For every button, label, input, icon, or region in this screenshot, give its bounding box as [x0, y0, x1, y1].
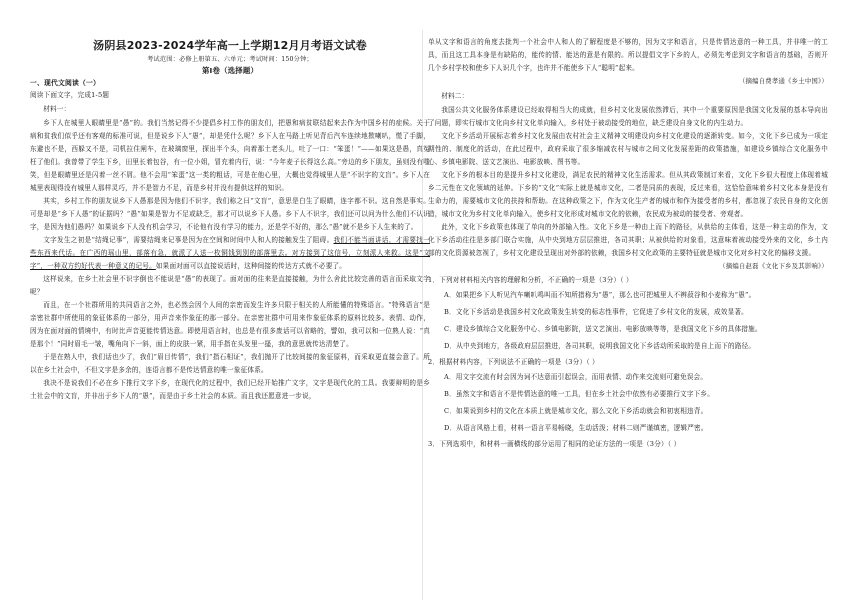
section-label: 一、现代文阅读（一）	[30, 79, 100, 87]
question-2: 2．根据材料内容，下列说法不正确的一项是（3分）（ ）	[428, 358, 599, 366]
part-label: 第Ⅰ卷（选择题）	[201, 66, 259, 75]
reading-instruction: 阅读下面文字，完成1-5题	[30, 91, 110, 99]
option-1a: A．如果把乡下人听见汽车喇叭鸣叫而不知所措称为“愚”，那么也可把城里人不辨菽谷和小麦称为“愚”。	[444, 291, 756, 299]
material-one-label: 材料一：	[43, 105, 71, 113]
paragraph: 文化下乡活动开展标志着乡村文化发展由农村社会主义精神文明建设向乡村文化建设的逐渐转变。如今，文化下乡已成为一项定期性的、制度化的活动，在此过程中，政府采取了很多缩减农村与城市之间文化发展差距的政策措施，如建设乡镇综合文化服务中心、乡镇电影院、送文艺演出、电影放映、图书等。	[428, 132, 828, 166]
question-3: 3．下列选项中，和材料一画横线的部分运用了相同的论证方法的一项是（3分）（ ）	[428, 440, 681, 448]
paragraph: 而且，在一个社群所用的共同语言之外，也必然会因个人间的亲密而发生许多只限于相关的人所能懂的特殊语言。“特殊语言”是亲密社群中所使用的象征体系的一部分，用声音来作象征的那一部分。在亲密社群中可用来作象征体系的原料比较多。表情、动作，因为在面对面的情境中，有时比声音更能传情达意。即使用语言时，也总是有很多废话可以省略的，譬如，我可以和一位熟人说：“真是那个！”同时眉毛一皱，嘴角向下一斜，面上的皮肤一紧，用手指在头发里一搔，我的意思就传达清楚了。	[30, 301, 430, 348]
question-1: 1．下列对材料相关内容的理解和分析，不正确的一项是（3分）（ ）	[428, 276, 633, 284]
paragraph: 此外，文化下乡政策也体现了单向的外部输入性。文化下乡是一种由上而下的路径，从供给的主体看，这是一种主动的作为，文化下乡活动往往是多部门联合实施，从中央到地方层层推进，各司其职；从被供给的对象看，这意味着被动接受外来的文化，乡土内部的文化资源被忽视了，乡村文化建设呈现出对外部的依赖，我国乡村文化政策的主要特征就是城市文化对乡村文化的偏移支援。	[428, 223, 828, 257]
option-2a: A．用文字交流有时会因为词不达意而引起误会，而用表情、动作来交流则可避免误会。	[444, 373, 708, 381]
paragraph: 我决不是说我们不必在乡下推行文字下乡，在现代化的过程中，我们已经开始推广文字，文字是现代化的工具。我要辩明的是乡土社会中的文盲，并非出于乡下人的“愚”，而是由于乡土社会的本质。而且我还愿意进一步说，	[30, 379, 430, 400]
exam-title: 汤阴县2023-2024学年高一上学期12月月考语文试卷	[93, 39, 367, 52]
paragraph: 这样说来，在乡土社会里不识字倒也不能说是“愚”的表现了。面对面的往来是直接接触，为什么舍此比较完善的语言而采取文字呢？	[30, 275, 430, 296]
left-column	[30, 0, 430, 403]
paragraph-with-underline	[30, 234, 430, 273]
paragraph: 文化下乡的根本目的是提升乡村文化建设，满足农民的精神文化生活需求。但从其政策制订来看，文化下乡很大程度上体现着城乡二元性在文化领域的延伸。下乡的“文化”实际上就是城市文化，二者是同质的表现，反过来看，这恰恰意味着乡村文化本身是没有生命力的，需要城市文化的扶持和帮助。在这种政策之下，作为文化生产者的城市和作为接受者的乡村，都忽视了农民自身的文化创造，城市文化为乡村文化单向输入，使乡村文化形成对城市文化的依赖，农民成为被动的接受者、旁观者。	[428, 171, 828, 218]
option-1d: D．从中央到地方，各级政府层层推进，各司其职，说明我国文化下乡活动所采取的是自上而下的路径。	[444, 342, 756, 350]
exam-meta: 考试范围：必修上册第五、六单元；考试时间：150分钟；	[147, 56, 313, 63]
paragraph: 于是在熟人中，我们话也少了，我们“眉目传情”，我们“指石相证”，我们抛开了比较间接的象征原料，而采取更直接会意了。所以在乡土社会中，不但文字是多余的，连语言都不是传达情意的唯一象征体系。	[30, 353, 430, 374]
option-1b: B．文化下乡活动是我国乡村文化政策发生转变的标志性事件，它促进了乡村文化的发展，成效显著。	[444, 308, 748, 316]
source-citation: （摘编自赵磊《文化下乡及其影响》）	[719, 262, 828, 270]
option-2c: C．如果说到乡村的文化在本质上就是城市文化，那么文化下乡活动就会和初衷相违背。	[444, 407, 708, 415]
paragraph-continued: 单从文字和语言的角度去批判一个社会中人和人的了解程度是不够的，因为文字和语言，只是传情达意的一种工具，并非唯一的工具，而且这工具本身是有缺陷的，能传的情、能达的意是有限的。所以提倡文字下乡的人，必须先考虑到文字和语言的基础，否则开几个乡村学校和使乡下人识几个字，也许并不能使乡下人“聪明”起来。	[428, 38, 828, 72]
paragraph: 其实，乡村工作的朋友说乡下人愚那是因为他们不识字，我们称之曰“文盲”，意思是白生了眼睛，连字都不识。这自然是事实。可是却是“乡下人愚”的证据吗？“愚”如果是智力不足或缺乏，那才可以说乡下人愚。乡下人不识字，我们还可以问为什么他们不认识字，是因为他们愚吗？如果说乡下人没有机会学习，不论他有没有学习的能力，还是学不好的，那么“愚”就不是乡下人生来的了。	[30, 197, 430, 231]
source-citation: （摘编自费孝通《乡土中国》）	[738, 77, 828, 85]
option-2d: D．从语言风格上看，材料一语言平易畅晓，生动活泼；材料二则严谨缜密，逻辑严密。	[444, 424, 708, 432]
paragraph-text: 如果面对面可以直接说话时，这种间接的传达方式就不必要了。	[155, 262, 347, 270]
paragraph: 我国公共文化服务体系建设已经取得相当大的成就，但乡村文化发展依然滞后，其中一个重要原因是我国文化发展的基本导向出了问题，即实行城市文化向乡村文化单向输入，乡村处于被动接受的地位，缺乏建设自身文化的内生动力。	[428, 106, 828, 127]
paragraph: 乡下人在城里人眼睛里是“愚”的。我们当然记得不少提倡乡村工作的朋友们，把愚和病贫联结起来去作为中国乡村的症候。关于病和贫我们似乎还有客观的标准可说，但是说乡下人“愚”，却是凭什么呢？乡下人在马路上听见背后汽车连续地揿喇叭，慌了手脚，东避也不是，西躲又不是，司机拉住闸车，在玻璃窗里，探出半个头，向着那土老头儿，吐了一口：“笨蛋！”——如果这是愚，真冤枉了他们。我曾带了学生下乡，田里长着包谷，有一位小姐，冒充着内行，说：“今年麦子长得这么高。”旁边的乡下朋友，虽则没有嗤笑，但是眼睛里还是闪着一丝不屑。他不会用“笨蛋”这一类的粗话，可是在他心里，大概也觉得城里人是“不识字的文盲”。乡下人在城里表现得没有城里人那样灵巧，并不是智力不足，而是乡村并没有提供这样的知识。	[30, 119, 430, 192]
paragraph-text: 文字发生之初是“结绳记事”，需要结绳来记事是因为在空间和时间中人和人的接触发生了阻碍。	[43, 236, 334, 244]
material-two-label: 材料二：	[441, 92, 469, 100]
option-2b: B．虽然文字和语言不是传情达意的唯一工具，但在乡土社会中依然有必要推行文字下乡。	[444, 390, 714, 398]
underlined-passage: 我们不能当面讲话，才需要找一些东西来代话。在广西的瑶山里，部落有急，就派了人送一枚铜钱到别的部落里去。对方接到了这信号，立刻派人来救。这是“文字”，一种双方约好代表一种意义的记号。	[30, 236, 430, 270]
right-column	[428, 0, 828, 451]
option-1c: C．建设乡镇综合文化服务中心、乡镇电影院，送文艺演出、电影放映等等，是我国文化下乡的具体措施。	[444, 325, 762, 333]
